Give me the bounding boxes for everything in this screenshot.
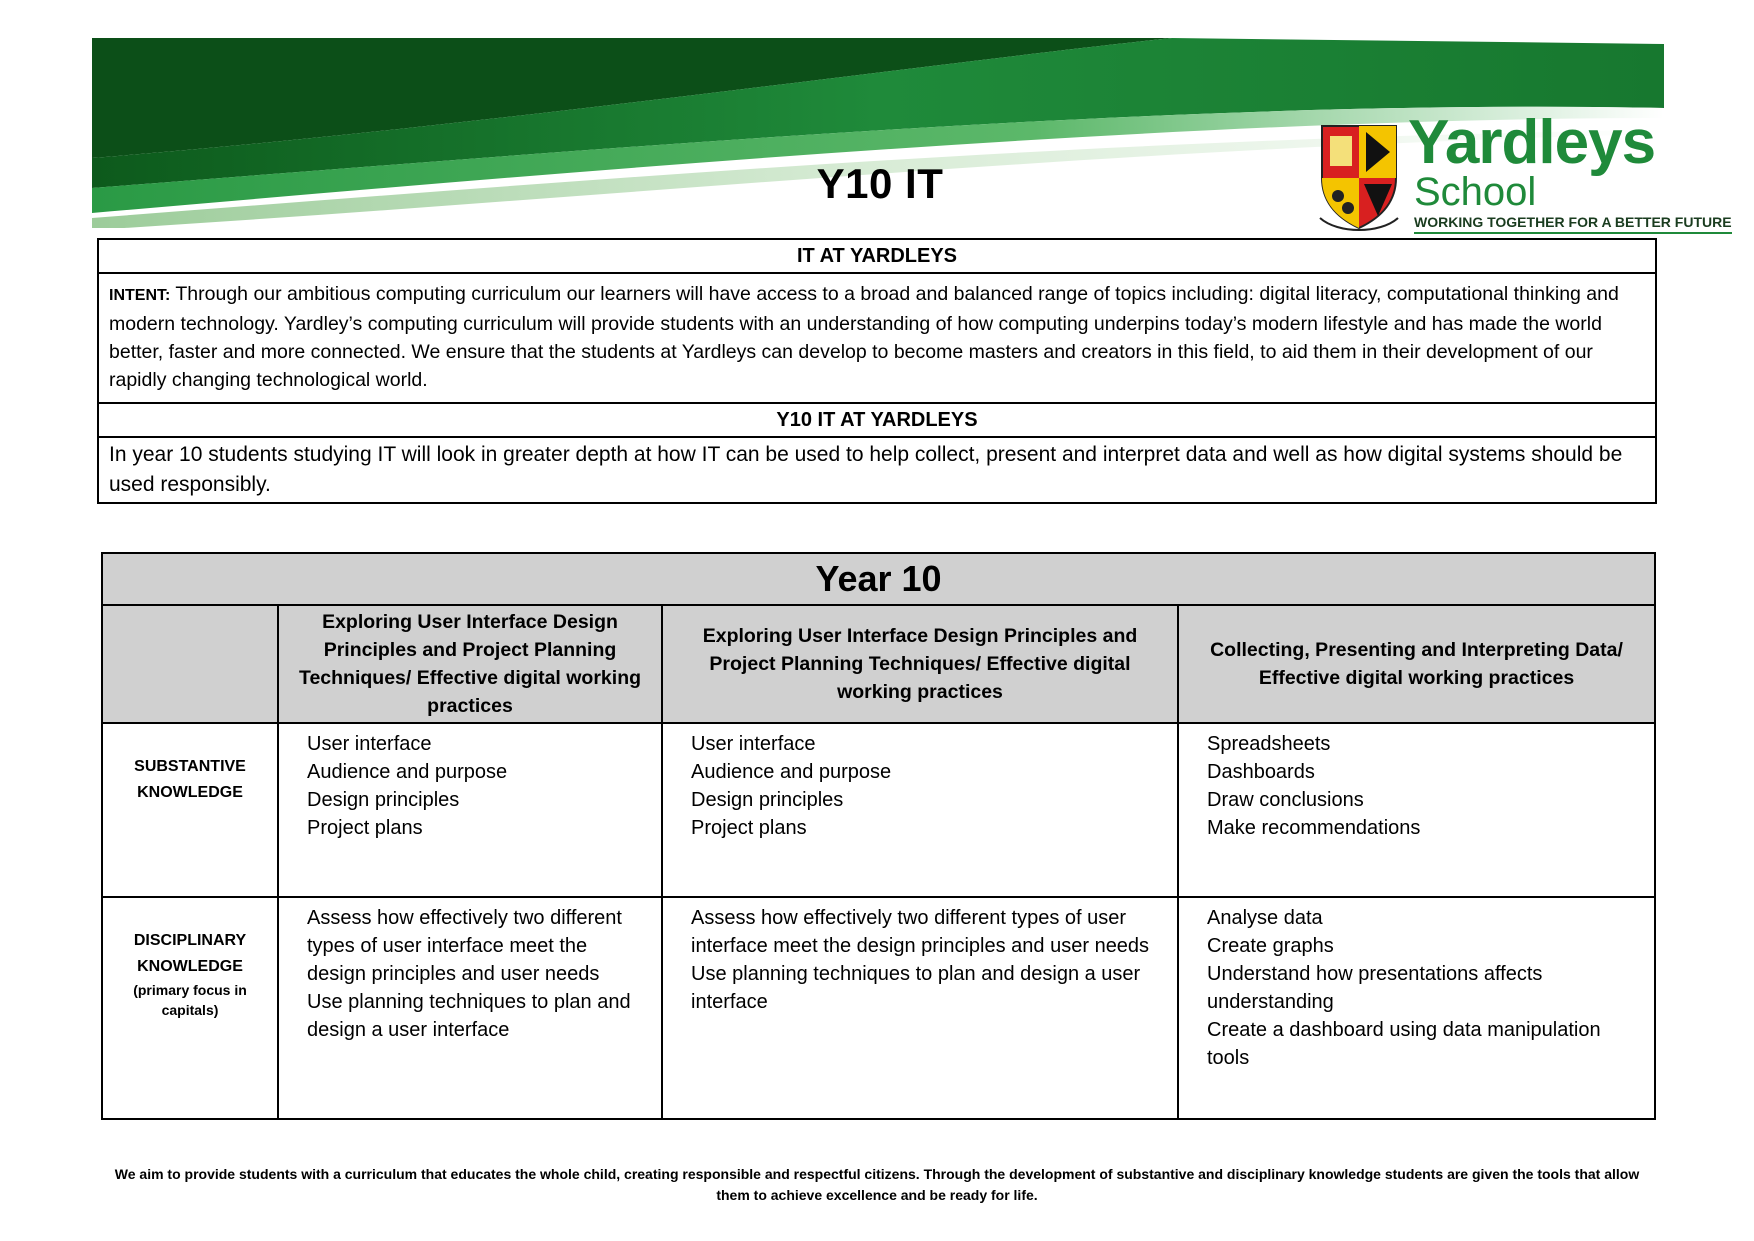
school-tagline: WORKING TOGETHER FOR A BETTER FUTURE	[1414, 214, 1732, 234]
list-item: Understand how presentations affects understanding	[1207, 963, 1543, 1013]
table-cell	[662, 723, 1178, 897]
intent-paragraph	[99, 274, 1655, 402]
column-header: Exploring User Interface Design Principles and Project Planning Techniques/ Effective digital working practices	[278, 605, 662, 723]
table-cell	[278, 897, 662, 1119]
list-item: Dashboards	[1207, 761, 1315, 783]
list-item: Design principles	[307, 789, 460, 811]
list-item: Project plans	[307, 817, 423, 839]
list-item: User interface	[307, 733, 432, 755]
school-name-line-2: School	[1414, 170, 1537, 214]
school-logo	[1318, 108, 1732, 238]
table-cell	[662, 897, 1178, 1119]
intent-text: Through our ambitious computing curriculum our learners will have access to a broad and balanced range of topics including: digital literacy, computational thinking and modern technology. Yardley’s computing curriculum will provide students with an understanding of how computing underpins today’s modern lifestyle and has made the world better, faster and more connected. We ensure that the students at Yardleys can develop to become masters and creators in this field, to aid them in their development of our rapidly changing technological world.	[109, 283, 1619, 391]
list-item: Design principles	[691, 789, 844, 811]
table-cell	[1178, 897, 1655, 1119]
list-item: Draw conclusions	[1207, 789, 1364, 811]
table-cell	[278, 723, 662, 897]
list-item: Analyse data	[1207, 907, 1323, 929]
disciplinary-label: DISCIPLINARY KNOWLEDGE	[133, 932, 247, 975]
list-item: Audience and purpose	[307, 761, 508, 783]
page-title: Y10 IT	[816, 160, 944, 207]
disciplinary-note: (primary focus in capitals)	[133, 982, 247, 1018]
y10-paragraph: In year 10 students studying IT will look in greater depth at how IT can be used to help collect, present and interpret data and well as how digital systems should be used responsibly.	[109, 443, 1623, 496]
intro-heading: IT AT YARDLEYS	[99, 240, 1655, 274]
school-name-line-1: Yardleys	[1408, 108, 1656, 177]
list-item: Make recommendations	[1207, 817, 1421, 839]
year-10-table	[101, 552, 1656, 1120]
column-header: Exploring User Interface Design Principles and Project Planning Techniques/ Effective digital working practices	[662, 605, 1178, 723]
corner-cell	[102, 605, 278, 723]
list-item: Assess how effectively two different types of user interface meet the design principles and user needs	[307, 907, 622, 985]
list-item: Assess how effectively two different types of user interface meet the design principles and user needs	[691, 907, 1150, 957]
list-item: User interface	[691, 733, 816, 755]
intent-label: INTENT:	[109, 287, 171, 304]
footer-statement: We aim to provide students with a curriculum that educates the whole child, creating responsible and respectful citizens. Through the development of substantive and disciplinary knowledge students are given the tools that allow them to achieve excellence and be ready for life.	[114, 1166, 1640, 1203]
school-crest-icon	[1318, 122, 1400, 234]
table-row-substantive	[102, 723, 1655, 897]
column-header: Collecting, Presenting and Interpreting Data/ Effective digital working practices	[1178, 605, 1655, 723]
intro-box	[97, 238, 1657, 504]
row-header-substantive: SUBSTANTIVE KNOWLEDGE	[102, 723, 278, 897]
list-item: Use planning techniques to plan and design a user interface	[691, 963, 1141, 1013]
table-cell	[1178, 723, 1655, 897]
list-item: Project plans	[691, 817, 807, 839]
list-item: Audience and purpose	[691, 761, 892, 783]
y10-heading: Y10 IT AT YARDLEYS	[99, 402, 1655, 438]
list-item: Create a dashboard using data manipulation tools	[1207, 1019, 1601, 1069]
list-item: Use planning techniques to plan and design a user interface	[307, 991, 631, 1041]
table-row-disciplinary	[102, 897, 1655, 1119]
list-item: Spreadsheets	[1207, 733, 1331, 755]
year-heading: Year 10	[102, 553, 1655, 605]
row-header-disciplinary	[102, 897, 278, 1119]
list-item: Create graphs	[1207, 935, 1334, 957]
